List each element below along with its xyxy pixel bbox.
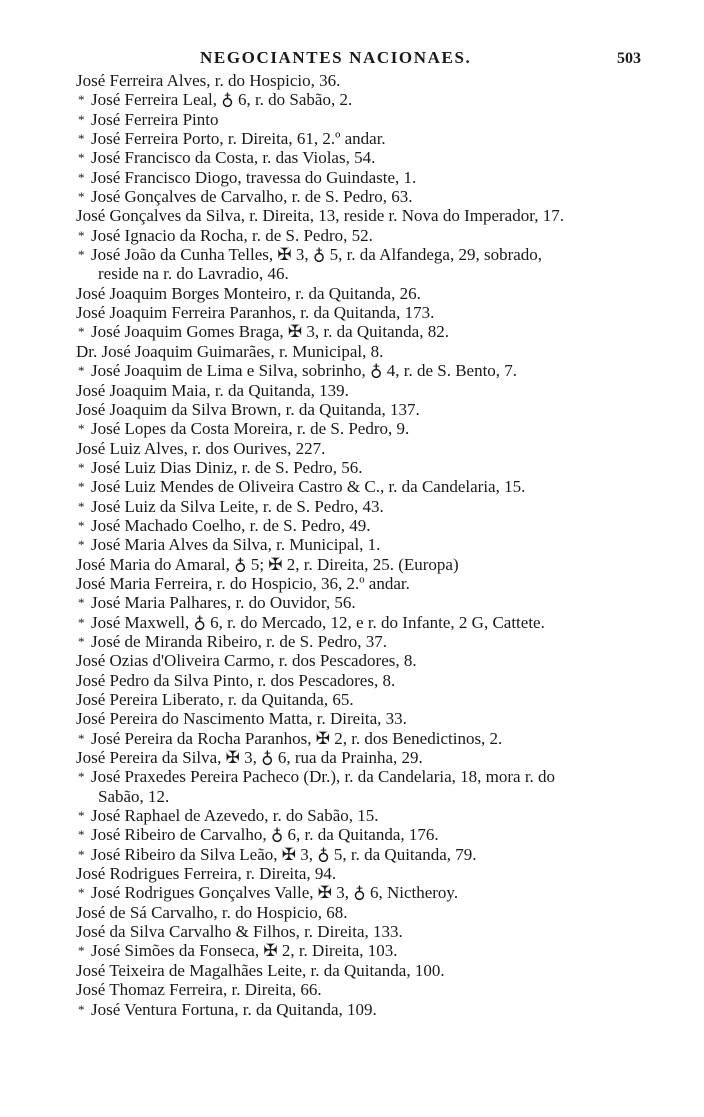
asterisk-marker: * <box>78 421 85 437</box>
entry-text: José Pereira do Nascimento Matta, r. Direita, 33. <box>76 709 407 729</box>
entry-text: José Gonçalves de Carvalho, r. de S. Pedro, 63. <box>91 187 413 207</box>
entry-text: José Francisco Diogo, travessa do Guindaste, 1. <box>91 167 417 187</box>
list-item <box>76 922 676 941</box>
entry-continuation: Sabão, 12. <box>98 786 170 806</box>
entry-text: José Luiz da Silva Leite, r. de S. Pedro, 43. <box>91 496 384 516</box>
entry-text: José Pereira da Rocha Paranhos, ✠ 2, r. dos Benedictinos, 2. <box>91 728 503 748</box>
entry-text: José Luiz Alves, r. dos Ourives, 227. <box>76 438 326 458</box>
list-item <box>76 632 676 651</box>
list-item <box>76 400 676 419</box>
list-item <box>76 613 676 632</box>
entry-text: José Maria Alves da Silva, r. Municipal, 1. <box>91 535 381 555</box>
list-item <box>76 709 676 728</box>
asterisk-marker: * <box>78 769 85 785</box>
list-item <box>76 961 676 980</box>
list-item <box>76 439 676 458</box>
list-item <box>76 690 676 709</box>
list-item <box>76 342 676 361</box>
asterisk-marker: * <box>78 595 85 611</box>
asterisk-marker: * <box>78 537 85 553</box>
entry-text: José Joaquim de Lima e Silva, sobrinho, ♁ 4, r. de S. Bento, 7. <box>91 361 518 381</box>
entry-text: José Maria Ferreira, r. do Hospicio, 36, 2.º andar. <box>76 573 410 593</box>
entry-text: José Ribeiro da Silva Leão, ✠ 3, ♁ 5, r. da Quitanda, 79. <box>91 844 477 864</box>
entry-text: José Luiz Dias Diniz, r. de S. Pedro, 56. <box>91 457 363 477</box>
list-item <box>76 883 676 902</box>
asterisk-marker: * <box>78 479 85 495</box>
list-item <box>76 71 676 90</box>
asterisk-marker: * <box>78 92 85 108</box>
entry-text: José Ferreira Porto, r. Direita, 61, 2.º andar. <box>91 129 386 149</box>
entry-text: José Praxedes Pereira Pacheco (Dr.), r. da Candelaria, 18, mora r. do <box>91 767 556 787</box>
entry-text: José Maxwell, ♁ 6, r. do Mercado, 12, e r. do Infante, 2 G, Cattete. <box>91 612 545 632</box>
list-item <box>76 767 676 806</box>
entry-text: José Lopes da Costa Moreira, r. de S. Pedro, 9. <box>91 419 410 439</box>
list-item <box>76 110 676 129</box>
asterisk-marker: * <box>78 633 85 649</box>
list-item <box>76 748 676 767</box>
entry-text: José Pereira Liberato, r. da Quitanda, 65. <box>76 690 354 709</box>
entry-text: José de Sá Carvalho, r. do Hospicio, 68. <box>76 902 348 922</box>
entry-text: José Joaquim da Silva Brown, r. da Quitanda, 137. <box>76 399 420 419</box>
asterisk-marker: * <box>78 363 85 379</box>
list-item <box>76 671 676 690</box>
page-header <box>0 46 704 70</box>
entry-text: José Ozias d'Oliveira Carmo, r. dos Pescadores, 8. <box>76 651 417 671</box>
list-item <box>76 806 676 825</box>
list-item <box>76 729 676 748</box>
asterisk-marker: * <box>78 459 85 475</box>
list-item <box>76 516 676 535</box>
asterisk-marker: * <box>78 730 85 746</box>
asterisk-marker: * <box>78 247 85 263</box>
list-item <box>76 941 676 960</box>
asterisk-marker: * <box>78 517 85 533</box>
asterisk-marker: * <box>78 324 85 340</box>
list-item <box>76 574 676 593</box>
list-item <box>76 90 676 109</box>
list-item <box>76 187 676 206</box>
entry-text: José Simões da Fonseca, ✠ 2, r. Direita, 103. <box>91 941 398 961</box>
list-item <box>76 245 676 284</box>
asterisk-marker: * <box>78 227 85 243</box>
list-item <box>76 129 676 148</box>
list-item <box>76 148 676 167</box>
list-item <box>76 322 676 341</box>
asterisk-marker: * <box>78 131 85 147</box>
entry-text: José Maria do Amaral, ♁ 5; ✠ 2, r. Direita, 25. (Europa) <box>76 554 459 574</box>
entry-text: José Thomaz Ferreira, r. Direita, 66. <box>76 980 322 1000</box>
asterisk-marker: * <box>78 498 85 514</box>
list-item <box>76 903 676 922</box>
running-title: NEGOCIANTES NACIONAES. <box>200 48 472 67</box>
list-item <box>76 419 676 438</box>
list-item <box>76 458 676 477</box>
entry-text: José João da Cunha Telles, ✠ 3, ♁ 5, r. da Alfandega, 29, sobrado, <box>91 245 543 265</box>
list-item <box>76 303 676 322</box>
asterisk-marker: * <box>78 846 85 862</box>
entry-text: José Teixeira de Magalhães Leite, r. da Quitanda, 100. <box>76 960 445 980</box>
list-item <box>76 864 676 883</box>
list-item <box>76 477 676 496</box>
asterisk-marker: * <box>78 150 85 166</box>
entry-continuation: reside na r. do Lavradio, 46. <box>98 264 289 284</box>
entry-text: José da Silva Carvalho & Filhos, r. Direita, 133. <box>76 922 403 942</box>
entry-text: José Machado Coelho, r. de S. Pedro, 49. <box>91 515 371 535</box>
asterisk-marker: * <box>78 189 85 205</box>
asterisk-marker: * <box>78 169 85 185</box>
asterisk-marker: * <box>78 808 85 824</box>
asterisk-marker: * <box>78 943 85 959</box>
entry-text: José Joaquim Borges Monteiro, r. da Quitanda, 26. <box>76 283 421 303</box>
list-item <box>76 845 676 864</box>
entry-text: José Luiz Mendes de Oliveira Castro & C., r. da Candelaria, 15. <box>91 477 526 497</box>
entry-text: José Ribeiro de Carvalho, ♁ 6, r. da Quitanda, 176. <box>91 825 439 845</box>
list-item <box>76 284 676 303</box>
merchant-list <box>76 71 676 1019</box>
entry-text: José Maria Palhares, r. do Ouvidor, 56. <box>91 593 356 613</box>
asterisk-marker: * <box>78 827 85 843</box>
list-item <box>76 651 676 670</box>
list-item <box>76 555 676 574</box>
entry-text: José Pedro da Silva Pinto, r. dos Pescadores, 8. <box>76 670 396 690</box>
list-item <box>76 980 676 999</box>
list-item <box>76 1000 676 1019</box>
entry-text: José Rodrigues Ferreira, r. Direita, 94. <box>76 864 337 884</box>
list-item <box>76 168 676 187</box>
entry-text: José Francisco da Costa, r. das Violas, 54. <box>91 148 376 168</box>
list-item <box>76 381 676 400</box>
entry-text: José Gonçalves da Silva, r. Direita, 13, reside r. Nova do Imperador, 17. <box>76 206 564 226</box>
list-item <box>76 593 676 612</box>
list-item <box>76 535 676 554</box>
entry-text: José Ignacio da Rocha, r. de S. Pedro, 52. <box>91 225 373 245</box>
entry-text: José Rodrigues Gonçalves Valle, ✠ 3, ♁ 6, Nictheroy. <box>91 883 459 903</box>
page-number: 503 <box>617 50 641 67</box>
entry-text: José de Miranda Ribeiro, r. de S. Pedro, 37. <box>91 631 388 651</box>
entry-text: José Pereira da Silva, ✠ 3, ♁ 6, rua da Prainha, 29. <box>76 748 423 768</box>
asterisk-marker: * <box>78 1001 85 1017</box>
asterisk-marker: * <box>78 111 85 127</box>
list-item <box>76 497 676 516</box>
entry-text: José Joaquim Gomes Braga, ✠ 3, r. da Quitanda, 82. <box>91 322 449 342</box>
entry-text: Dr. José Joaquim Guimarães, r. Municipal, 8. <box>76 341 384 361</box>
entry-text: José Ventura Fortuna, r. da Quitanda, 109. <box>91 999 377 1019</box>
asterisk-marker: * <box>78 614 85 630</box>
entry-text: José Ferreira Pinto <box>91 109 219 129</box>
entry-text: José Ferreira Alves, r. do Hospicio, 36. <box>76 71 341 90</box>
list-item <box>76 361 676 380</box>
entry-text: José Raphael de Azevedo, r. do Sabão, 15. <box>91 806 379 826</box>
entry-text: José Joaquim Maia, r. da Quitanda, 139. <box>76 380 349 400</box>
entry-text: José Joaquim Ferreira Paranhos, r. da Quitanda, 173. <box>76 303 435 323</box>
asterisk-marker: * <box>78 885 85 901</box>
list-item <box>76 206 676 225</box>
entry-text: José Ferreira Leal, ♁ 6, r. do Sabão, 2. <box>91 90 353 110</box>
list-item <box>76 825 676 844</box>
list-item <box>76 226 676 245</box>
